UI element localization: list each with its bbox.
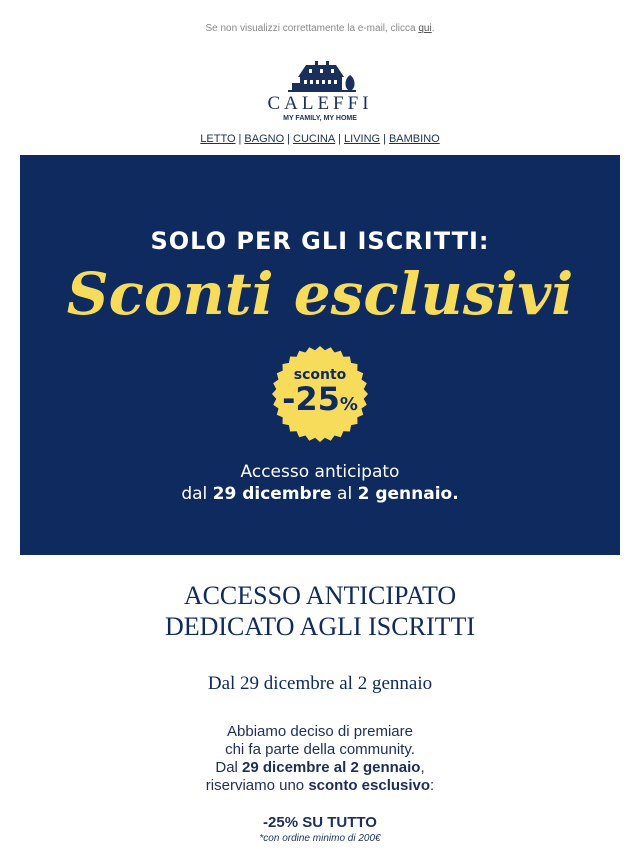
- body-line4: [0, 777, 640, 795]
- body-dates: 29 dicembre al 2 gennaio: [242, 759, 421, 776]
- body-comma: ,: [420, 759, 425, 776]
- brand-tagline: MY FAMILY, MY HOME: [283, 115, 357, 122]
- preheader-text: Se non visualizzi correttamente la e-mail, clicca: [205, 23, 419, 34]
- access-dal: dal: [181, 484, 213, 504]
- preheader-end: .: [431, 23, 435, 34]
- access-date-start: 29 dicembre: [212, 484, 332, 504]
- body-colon: :: [430, 777, 435, 794]
- caleffi-logo-icon: [260, 53, 380, 127]
- badge-number: -25: [282, 380, 340, 418]
- title-line2: DEDICATO AGLI ISCRITTI: [164, 612, 476, 641]
- access-line1: Accesso anticipato: [240, 462, 400, 482]
- body-copy: [0, 723, 640, 795]
- badge-percent: %: [339, 394, 358, 415]
- preheader: [0, 0, 640, 36]
- section-title: [0, 580, 640, 642]
- nav-separator: |: [238, 133, 242, 145]
- nav-letto[interactable]: LETTO: [200, 133, 236, 145]
- date-range: Dal 29 dicembre al 2 gennaio: [207, 673, 433, 694]
- discount-badge: [271, 345, 369, 443]
- badge-value: [271, 379, 369, 425]
- offer-text: -25% SU TUTTO: [263, 814, 377, 831]
- title-line1: ACCESSO ANTICIPATO: [183, 581, 457, 610]
- category-nav: [0, 131, 640, 147]
- nav-separator: |: [338, 133, 342, 145]
- body-riserviamo: riserviamo uno: [205, 777, 309, 794]
- nav-living[interactable]: LIVING: [344, 133, 381, 145]
- body-line1: Abbiamo deciso di premiare: [227, 723, 413, 740]
- access-al: al: [331, 484, 358, 504]
- nav-separator: |: [383, 133, 386, 145]
- body-sconto: sconto esclusivo: [308, 777, 431, 794]
- access-date-end: 2 gennaio.: [357, 484, 459, 504]
- badge-label: sconto: [293, 367, 347, 383]
- view-online-link[interactable]: qui: [418, 23, 432, 34]
- body-dal: Dal: [215, 759, 243, 776]
- footnote: *con ordine minimo di 200€: [259, 833, 381, 844]
- hero-banner[interactable]: [20, 155, 620, 555]
- body-line2: chi fa parte della community.: [225, 741, 415, 758]
- access-line2: [20, 483, 620, 505]
- brand-name: CALEFFI: [267, 93, 373, 114]
- hero-access: [20, 461, 620, 505]
- hero-kicker: SOLO PER GLI ISCRITTI:: [150, 227, 490, 255]
- nav-bambino[interactable]: BAMBINO: [388, 133, 440, 145]
- body-line3: [0, 759, 640, 777]
- brand-logo[interactable]: [0, 53, 640, 127]
- nav-bagno[interactable]: BAGNO: [244, 133, 285, 145]
- nav-cucina[interactable]: CUCINA: [293, 133, 336, 145]
- nav-separator: |: [287, 133, 290, 145]
- hero-headline: Sconti esclusivi: [66, 260, 574, 328]
